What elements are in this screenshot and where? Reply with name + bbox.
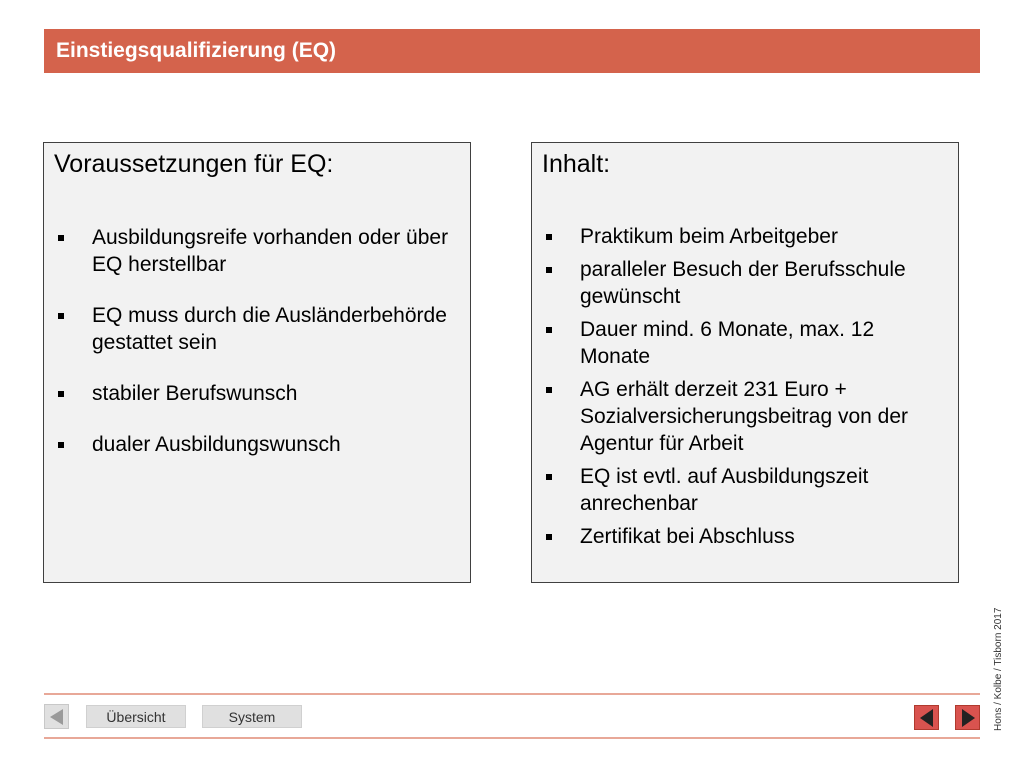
list-item-text: EQ muss durch die Ausländerbehörde gestattet sein [92,304,447,354]
requirements-panel [43,142,471,583]
list-item-text: Dauer mind. 6 Monate, max. 12 Monate [580,318,875,368]
overview-button[interactable]: Übersicht [86,705,186,728]
previous-slide-button[interactable] [914,705,939,730]
list-item [532,376,958,457]
list-item [44,431,470,458]
list-item [44,380,470,407]
list-item-text: EQ ist evtl. auf Ausbildungszeit anrechenbar [580,465,869,515]
content-list [532,223,958,556]
next-slide-button[interactable] [955,705,980,730]
list-item [44,302,470,356]
list-item-text: stabiler Berufswunsch [92,382,298,405]
system-button[interactable]: System [202,705,302,728]
footer-divider-bottom [44,737,980,739]
list-item [532,256,958,310]
arrow-left-icon [920,709,933,727]
square-bullet-icon [546,327,552,333]
author-credit: Hons / Kolbe / Tisborn 2017 [993,607,1004,731]
list-item-text: dualer Ausbildungswunsch [92,433,341,456]
square-bullet-icon [58,313,64,319]
requirements-heading: Voraussetzungen für EQ: [54,150,334,178]
list-item [532,316,958,370]
list-item-text: paralleler Besuch der Berufsschule gewünscht [580,258,906,308]
content-heading: Inhalt: [542,150,611,178]
list-item [532,463,958,517]
slide-title: Einstiegsqualifizierung (EQ) [56,39,337,62]
square-bullet-icon [546,267,552,273]
content-panel [531,142,959,583]
list-item [44,224,470,278]
slide-title-bar [44,29,980,73]
footer-divider-top [44,693,980,695]
square-bullet-icon [546,234,552,240]
square-bullet-icon [58,235,64,241]
square-bullet-icon [58,391,64,397]
list-item-text: Ausbildungsreife vorhanden oder über EQ herstellbar [92,226,449,276]
square-bullet-icon [546,387,552,393]
triangle-left-icon [50,709,63,725]
square-bullet-icon [58,442,64,448]
list-item-text: Praktikum beim Arbeitgeber [580,225,838,248]
requirements-list [44,224,470,482]
list-item [532,523,958,550]
list-item [532,223,958,250]
list-item-text: AG erhält derzeit 231 Euro + Sozialversicherungsbeitrag von der Agentur für Arbeit [580,378,909,455]
square-bullet-icon [546,474,552,480]
arrow-right-icon [962,709,975,727]
list-item-text: Zertifikat bei Abschluss [580,525,795,548]
back-button-disabled[interactable] [44,704,69,729]
square-bullet-icon [546,534,552,540]
